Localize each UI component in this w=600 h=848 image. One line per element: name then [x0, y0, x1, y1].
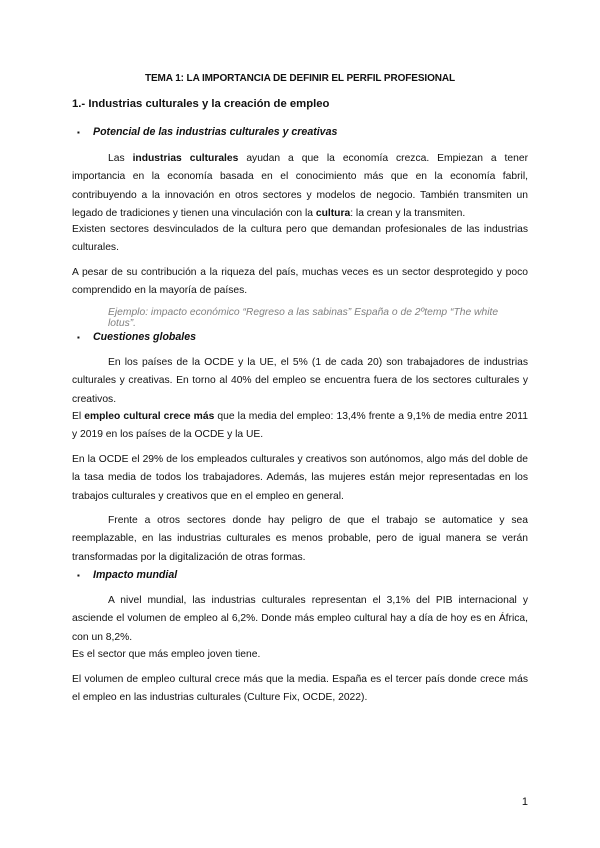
text-run: El	[72, 411, 85, 422]
paragraph-ocde-ue: En los países de la OCDE y la UE, el 5% (1 de cada 20) son trabajadores de industrias culturales y creativas. En torno al 40% del empleo se encuentra fuera de los sectores culturales y creativos.	[72, 357, 528, 405]
subsection-heading-text: Cuestiones globales	[93, 331, 197, 343]
subsection-heading-cuestiones	[72, 331, 196, 343]
bullet-icon: ▪	[77, 128, 80, 137]
subsection-heading-text: Impacto mundial	[93, 569, 178, 581]
text-run: Las	[108, 153, 133, 164]
paragraph-contribucion: A pesar de su contribución a la riqueza del país, muchas veces es un sector desprotegido y poco comprendido en la mayoría de países.	[72, 267, 528, 297]
bold-term: cultura	[315, 207, 351, 219]
bullet-icon: ▪	[77, 571, 80, 580]
subsection-heading-potencial	[72, 126, 337, 138]
section-heading: 1.- Industrias culturales y la creación de empleo	[72, 98, 330, 110]
paragraph-industrias-culturales	[72, 150, 528, 223]
paragraph-autonomos: En la OCDE el 29% de los empleados culturales y creativos son autónomos, algo más del doble de la tasa media de todos los trabajadores. Además, las mujeres están mejor representadas en los trabajos culturales y creativos que en el empleo en general.	[72, 454, 528, 502]
example-note: Ejemplo: impacto económico “Regreso a las sabinas” España o de 2ºtemp “The white lotus”.	[108, 307, 499, 329]
paragraph-empleo-joven: Es el sector que más empleo joven tiene.	[72, 649, 261, 660]
subsection-heading-text: Potencial de las industrias culturales y creativas	[93, 126, 338, 138]
page-number: 1	[521, 796, 528, 808]
text-run: que la media del empleo: 13,4% frente a 9,1% de media entre 2011 y 2019 en los países de la OCDE y la UE.	[72, 411, 528, 441]
paragraph-automatizacion: Frente a otros sectores donde hay peligro de que el trabajo se automatice y sea reemplazable, en las industrias culturales es menos probable, pero de igual manera se verán transformadas por la digitalización de otras formas.	[72, 515, 528, 563]
paragraph-nivel-mundial: A nivel mundial, las industrias culturales representan el 3,1% del PIB internacional y asciende el volumen de empleo al 6,2%. Donde más empleo cultural hay a día de hoy es en África, con un 8,2%.	[72, 595, 528, 643]
paragraph-sectores-desvinculados: Existen sectores desvinculados de la cultura pero que demandan profesionales de las industrias culturales.	[72, 224, 528, 254]
text-run: : la crean y la transmiten.	[350, 207, 466, 219]
document-title: TEMA 1: LA IMPORTANCIA DE DEFINIR EL PERFIL PROFESIONAL	[144, 73, 456, 84]
bold-term: empleo cultural crece más	[84, 411, 215, 422]
bold-term: industrias culturales	[132, 153, 239, 164]
bullet-icon: ▪	[77, 333, 80, 342]
paragraph-volumen-empleo: El volumen de empleo cultural crece más que la media. España es el tercer país donde crece más el empleo en las industrias culturales (Culture Fix, OCDE, 2022).	[72, 674, 528, 704]
subsection-heading-impacto	[72, 569, 177, 581]
paragraph-empleo-cultural	[72, 408, 528, 445]
text-run: ayudan a que la economía crezca. Empiezan a tener importancia en la economía basada en el conocimiento más que en la economía fabril, contribuyendo a la innovación en otros sectores y modelos de negocio. También transmiten un legado de tradiciones y tienen una vinculación con la	[72, 153, 529, 219]
